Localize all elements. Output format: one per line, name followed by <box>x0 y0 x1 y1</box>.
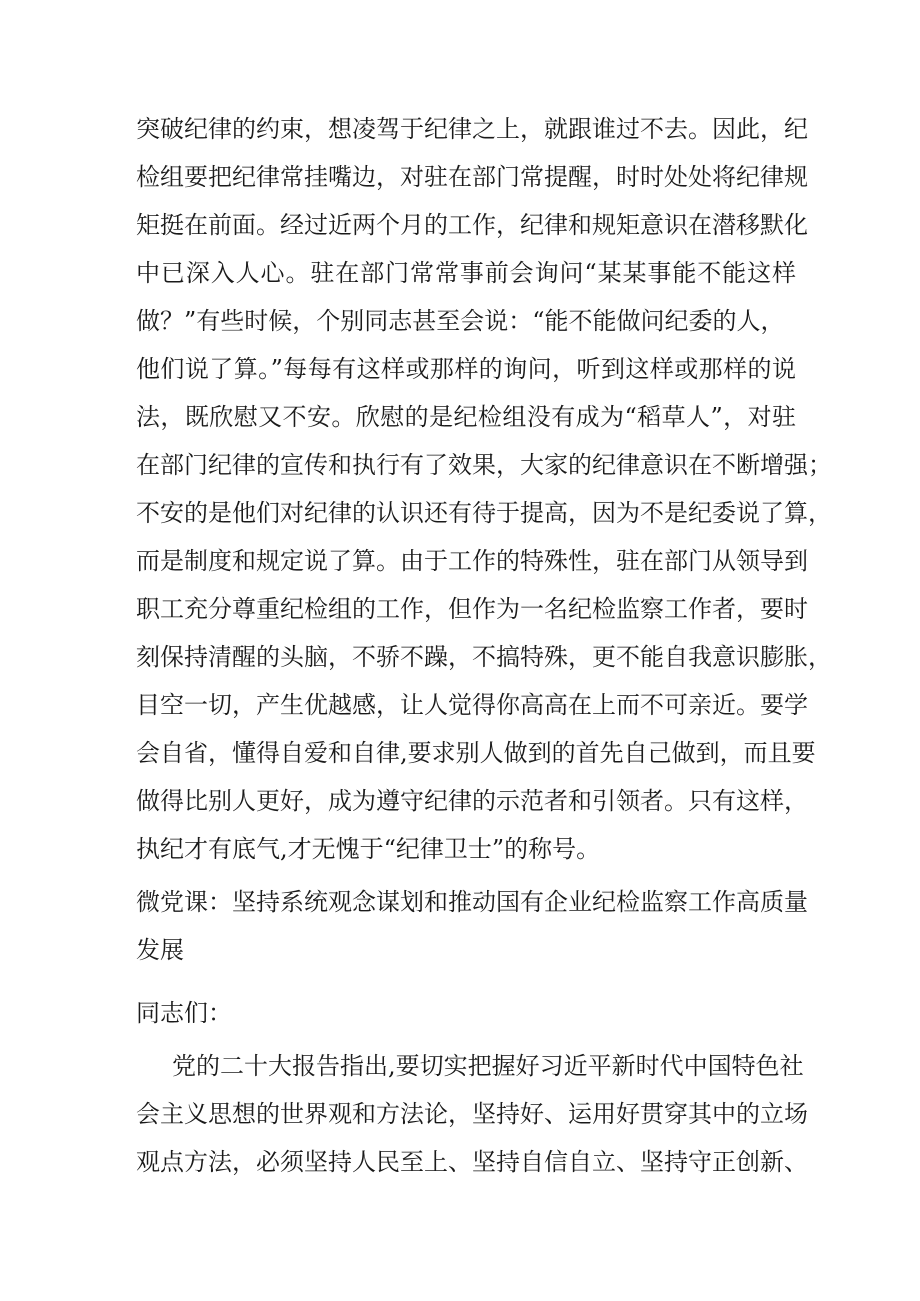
text-line: 而是制度和规定说了算。由于工作的特殊性，驻在部门从领导到 <box>136 547 808 575</box>
text-line: 检组要把纪律常挂嘴边，对驻在部门常提醒，时时处处将纪律规 <box>136 163 808 191</box>
text-line: 在部门纪律的宣传和执行有了效果，大家的纪律意识在不断增强； <box>136 451 832 479</box>
text-line: 突破纪律的约束，想凌驾于纪律之上，就跟谁过不去。因此，纪 <box>136 115 808 143</box>
text-line: 做？”有些时候，个别同志甚至会说：“能不能做问纪委的人， <box>136 307 785 335</box>
text-line: 党的二十大报告指出,要切实把握好习近平新时代中国特色社 <box>172 1052 804 1080</box>
text-line: 做得比别人更好，成为遵守纪律的示范者和引领者。只有这样， <box>136 787 808 815</box>
section-title-line: 微党课：坚持系统观念谋划和推动国有企业纪检监察工作高质量 <box>136 888 808 916</box>
text-line: 不安的是他们对纪律的认识还有待于提高，因为不是纪委说了算， <box>136 499 832 527</box>
text-line: 刻保持清醒的头脑，不骄不躁，不搞特殊，更不能自我意识膨胀， <box>136 643 832 671</box>
text-line: 中已深入人心。驻在部门常常事前会询问“某某事能不能这样 <box>136 259 796 287</box>
text-line: 观点方法，必须坚持人民至上、坚持自信自立、坚持守正创新、 <box>136 1148 808 1176</box>
salutation: 同志们： <box>136 999 232 1027</box>
text-line: 会自省，懂得自爱和自律,要求别人做到的首先自己做到，而且要 <box>136 739 816 767</box>
text-line: 矩挺在前面。经过近两个月的工作，纪律和规矩意识在潜移默化 <box>136 211 808 239</box>
text-line: 会主义思想的世界观和方法论，坚持好、运用好贯穿其中的立场 <box>136 1100 808 1128</box>
text-line: 法，既欣慰又不安。欣慰的是纪检组没有成为“稻草人”，对驻 <box>136 403 796 431</box>
text-line: 职工充分尊重纪检组的工作，但作为一名纪检监察工作者，要时 <box>136 595 808 623</box>
section-title-line: 发展 <box>136 936 184 964</box>
text-line: 目空一切，产生优越感，让人觉得你高高在上而不可亲近。要学 <box>136 691 808 719</box>
text-line: 执纪才有底气,才无愧于“纪律卫士”的称号。 <box>136 835 601 863</box>
text-line: 他们说了算。”每每有这样或那样的询问，听到这样或那样的说 <box>136 355 796 383</box>
